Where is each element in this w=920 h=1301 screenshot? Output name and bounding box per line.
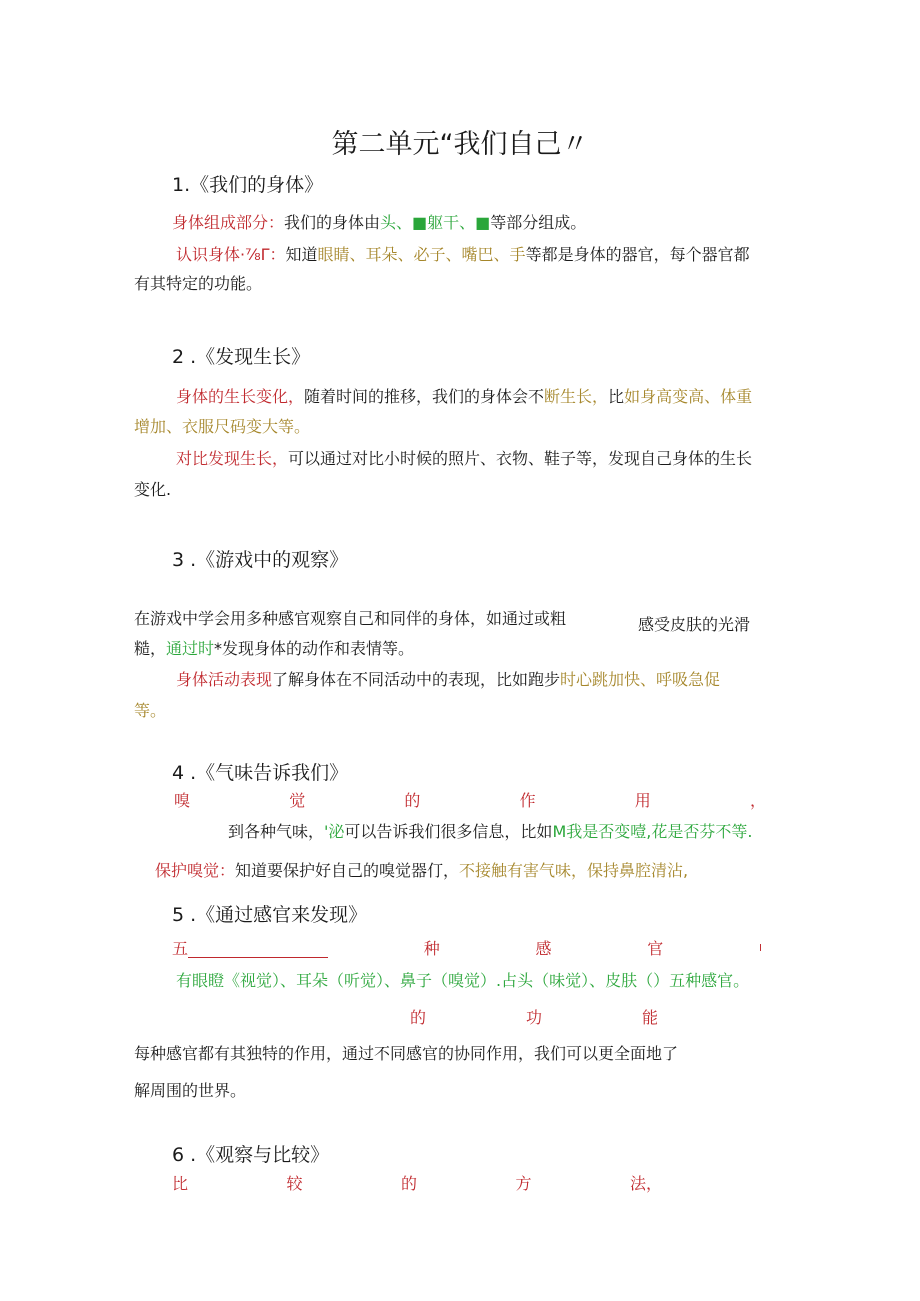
term-body-parts: 身体组成部分： [172,213,285,232]
spread-char: 能 [641,1008,658,1027]
section-1-line-1 [172,214,586,232]
spread-char: 官 [647,939,664,958]
page-title: 第二单元“我们自己〃 [331,129,589,160]
spread-char: 的 [410,1008,427,1027]
highlight-growth: 断生长， [544,387,609,406]
spread-char: 作 [519,791,536,810]
section-5-line-4: 每种感官都有其独特的作用，通过不同感官的协同作用，我们可以更全面地了 [134,1044,679,1063]
term-growth-change: 身体的生长变化， [176,387,305,406]
section-3-line-1: 在游戏中学会用多种感官观察自己和同伴的身体，如通过或粗 [134,609,567,628]
section-1-line-3: 有其特定的功能。 [134,274,263,293]
spread-char: 方 [515,1174,532,1193]
highlight-examples: 如身高变高、体重 [624,387,753,406]
text: 等部分组成。 [490,213,587,232]
spread-char-underlined [172,940,328,958]
section-2-line-4: 变化. [134,480,172,499]
spread-char: 法， [629,1174,662,1193]
spread-char: 觉 [289,791,306,810]
text: 比 [608,387,625,406]
spread-char: 用 [634,791,651,810]
text: 可以通过对比小时候的照片、衣物、鞋子等，发现自己身体的生长 [288,449,753,468]
spread-char: 感 [535,939,552,958]
section-2-line-1 [176,388,752,406]
highlight-organs-1: 眼睛、耳朵、 [317,245,414,264]
term-activity: 身体活动表现 [176,670,273,689]
section-5-spread-line-2 [410,1009,658,1027]
section-1-heading: 1.《我们的身体》 [172,174,324,196]
section-3-line-3 [176,671,720,689]
section-5-line-5: 解周围的世界。 [134,1081,247,1100]
highlight-through: 通过时 [166,639,215,658]
term-compare-growth: 对比发现生长， [176,449,289,468]
section-5-line-2: 有眼瞪《视觉）、耳朵（听觉）、鼻子（嗅觉）.占头（味觉）、皮肤（）五种感官。 [176,971,750,990]
highlight-examples: M我是否变噎,花是否芬不等. [552,822,753,841]
spread-char: I [759,943,762,954]
section-6-spread-line [172,1175,662,1193]
section-2-heading: 2 .《发现生长》 [172,346,311,368]
section-4-spread-line [174,792,766,810]
spread-char: ， [749,791,766,810]
section-5-spread-line-1 [172,940,762,958]
spread-char: 种 [423,939,440,958]
text: *发现身体的动作和表情等。 [214,639,415,658]
section-3-line-2 [134,640,414,658]
text: 知道要保护好自己的嗅觉器仃， [235,861,460,880]
text: 随着时间的推移，我们的身体会不 [304,387,545,406]
section-3-heading: 3 .《游戏中的观察》 [172,549,349,571]
text: 知道 [285,245,318,264]
section-1-line-2 [176,246,750,264]
spread-char: 五 [172,939,189,958]
text: 了解身体在不同活动中的表现，比如跑步 [272,670,561,689]
term-protect-smell: 保护嗅觉： [155,861,236,880]
section-4-heading: 4 .《气味告诉我们》 [172,762,349,784]
text: 糙， [134,639,167,658]
section-3-line-4: 等。 [134,701,167,720]
section-2-line-3 [176,450,752,468]
highlight-organs-2: 必子、嘴巴、手 [413,245,526,264]
text: 到各种气味， [228,822,325,841]
text: 我们的身体由 [284,213,381,232]
section-4-line-2 [228,823,752,841]
section-4-line-3 [155,862,688,880]
text: 可以告诉我们很多信息，比如 [344,822,553,841]
highlight-mark: '泌 [324,822,345,841]
spread-char: 较 [286,1174,303,1193]
highlight-protect: 不接触有害气味，保持鼻腔清沾, [459,861,689,880]
spread-char: 功 [525,1008,542,1027]
section-6-heading: 6 .《观察与比较》 [172,1144,330,1166]
spread-char: 比 [172,1174,189,1193]
term-know-body: 认识身体·⅞Γ： [176,245,286,264]
spread-char: 嗅 [174,791,191,810]
highlight-parts: 头、■躯干、■ [380,213,491,232]
text: 等都是身体的器官，每个器官都 [525,245,750,264]
underline [188,941,328,958]
section-5-heading: 5 .《通过感官来发现》 [172,904,368,926]
spread-char: 的 [400,1174,417,1193]
spread-char: 的 [404,791,421,810]
section-3-side-note: 感受皮肤的光滑 [638,615,751,634]
section-2-line-2: 增加、衣服尺码变大等。 [134,417,311,436]
highlight-heartbeat: 时心跳加快、呼吸急促 [560,670,721,689]
